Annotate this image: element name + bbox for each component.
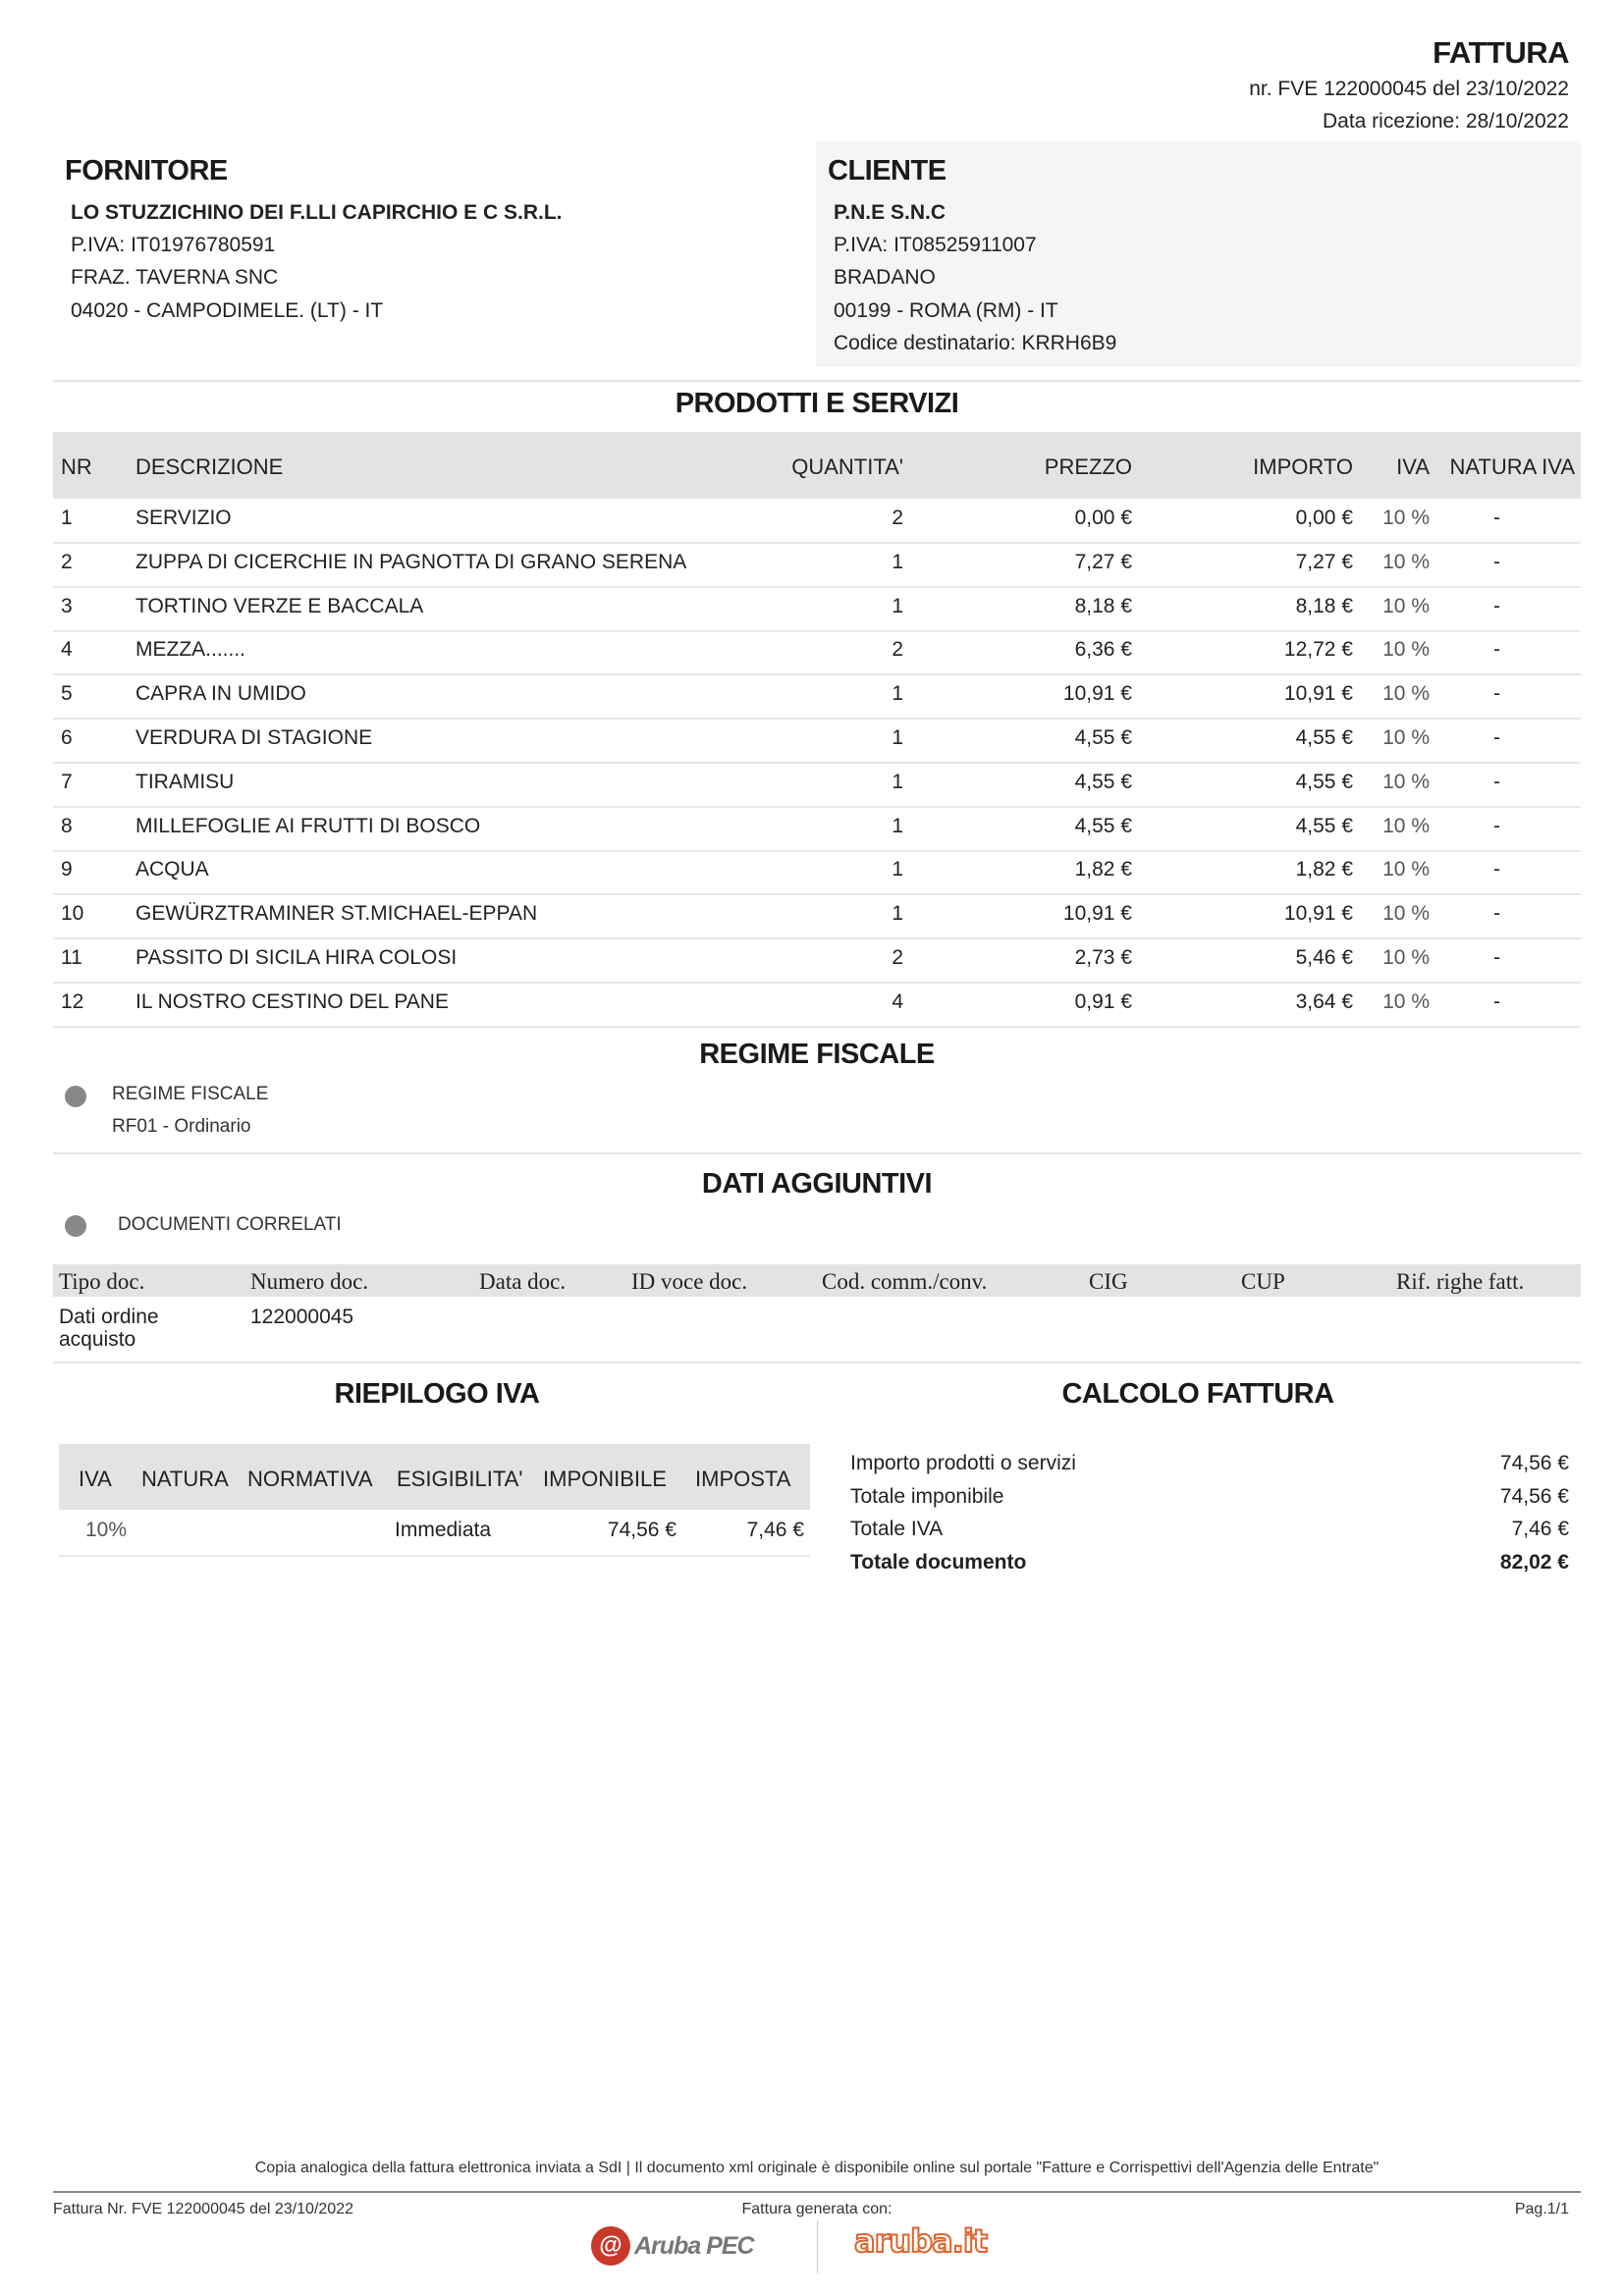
doc-numero: 122000045	[250, 1306, 354, 1328]
row-quantita: 2	[892, 946, 903, 969]
col-cup: CUP	[1241, 1269, 1285, 1294]
row-natura-iva: -	[1493, 902, 1500, 926]
row-quantita: 1	[892, 550, 903, 573]
row-iva: 10 %	[1382, 550, 1430, 573]
divider	[53, 380, 1581, 382]
fornitore-address: FRAZ. TAVERNA SNC	[71, 266, 279, 289]
row-descrizione: ACQUA	[135, 858, 209, 881]
cliente-city: 00199 - ROMA (RM) - IT	[834, 299, 1058, 322]
fornitore-piva: P.IVA: IT01976780591	[71, 234, 276, 256]
row-descrizione: ZUPPA DI CICERCHIE IN PAGNOTTA DI GRANO SERENA	[135, 550, 687, 573]
row-nr: 2	[61, 550, 73, 573]
regime-title: REGIME FISCALE	[699, 1039, 935, 1070]
calcolo-value: 7,46 €	[1511, 1518, 1569, 1541]
row-natura-iva: -	[1493, 594, 1500, 617]
doc-tipo: Dati ordine	[59, 1306, 159, 1328]
regime-value: RF01 - Ordinario	[112, 1116, 251, 1137]
products-table-header	[53, 432, 1581, 499]
footer-note: Copia analogica della fattura elettronica inviata a SdI | Il documento xml originale è disponibile online sul portale "Fatture e Corrispettivi dell'Agenzia delle Entrate"	[254, 2160, 1380, 2176]
aruba-it-logo: aruba.it	[854, 2222, 988, 2260]
row-quantita: 1	[892, 814, 903, 837]
row-descrizione: MEZZA.......	[135, 638, 246, 662]
riepilogo-iva: 10%	[85, 1519, 128, 1541]
row-nr: 8	[61, 814, 73, 837]
col-normativa: NORMATIVA	[247, 1467, 373, 1491]
riepilogo-esigibilita: Immediata	[395, 1519, 492, 1541]
aruba-pec-text: Aruba PEC	[634, 2232, 754, 2260]
row-importo: 4,55 €	[1295, 814, 1353, 837]
row-natura-iva: -	[1493, 726, 1500, 749]
row-natura-iva: -	[1493, 550, 1500, 573]
row-importo: 7,27 €	[1295, 550, 1353, 573]
col-nr: NR	[61, 454, 92, 479]
table-row	[53, 850, 1581, 895]
col-iva: IVA	[1396, 454, 1430, 479]
bullet-icon	[65, 1215, 86, 1237]
col-imponibile: IMPONIBILE	[543, 1467, 667, 1491]
calcolo-label: Totale documento	[850, 1551, 1027, 1575]
row-importo: 1,82 €	[1295, 858, 1353, 881]
row-natura-iva: -	[1493, 989, 1500, 1013]
calcolo-value: 82,02 €	[1499, 1551, 1569, 1575]
row-descrizione: SERVIZIO	[135, 507, 232, 529]
row-nr: 6	[61, 726, 73, 749]
row-prezzo: 1,82 €	[1074, 858, 1132, 881]
table-row	[53, 543, 1581, 588]
row-nr: 4	[61, 638, 73, 662]
doc-tipo-cont: acquisto	[59, 1328, 136, 1351]
col-quantita: QUANTITA'	[791, 454, 903, 479]
col-prezzo: PREZZO	[1044, 454, 1132, 479]
row-descrizione: IL NOSTRO CESTINO DEL PANE	[135, 989, 449, 1013]
col-id-voce: ID voce doc.	[631, 1269, 748, 1294]
fornitore-title: FORNITORE	[65, 155, 228, 187]
cliente-address: BRADANO	[834, 266, 936, 289]
row-natura-iva: -	[1493, 507, 1500, 529]
row-prezzo: 0,91 €	[1074, 989, 1132, 1013]
col-cig: CIG	[1089, 1269, 1128, 1294]
row-nr: 7	[61, 770, 73, 793]
row-natura-iva: -	[1493, 638, 1500, 662]
row-importo: 10,91 €	[1283, 902, 1353, 926]
col-natura: NATURA	[141, 1467, 229, 1491]
row-nr: 1	[61, 507, 73, 529]
table-row	[53, 630, 1581, 675]
calcolo-label: Totale IVA	[850, 1518, 944, 1541]
cliente-piva: P.IVA: IT08525911007	[834, 234, 1037, 256]
row-natura-iva: -	[1493, 858, 1500, 881]
row-importo: 3,64 €	[1295, 989, 1353, 1013]
row-quantita: 1	[892, 682, 903, 706]
riepilogo-imposta: 7,46 €	[746, 1519, 804, 1541]
row-quantita: 1	[892, 858, 903, 881]
row-prezzo: 4,55 €	[1074, 726, 1132, 749]
riepilogo-title: RIEPILOGO IVA	[334, 1378, 540, 1410]
dati-label: DOCUMENTI CORRELATI	[118, 1214, 342, 1235]
row-importo: 8,18 €	[1295, 594, 1353, 617]
calcolo-value: 74,56 €	[1499, 1484, 1569, 1508]
row-prezzo: 7,27 €	[1074, 550, 1132, 573]
table-row	[53, 938, 1581, 984]
row-iva: 10 %	[1382, 946, 1430, 969]
table-row	[53, 807, 1581, 852]
row-nr: 11	[61, 946, 82, 969]
row-nr: 10	[61, 902, 84, 926]
cliente-codice: Codice destinatario: KRRH6B9	[834, 332, 1117, 354]
col-iva: IVA	[79, 1467, 112, 1491]
bullet-icon	[65, 1086, 86, 1107]
row-quantita: 2	[892, 507, 903, 529]
row-iva: 10 %	[1382, 594, 1430, 617]
table-row	[53, 587, 1581, 632]
divider	[53, 1362, 1581, 1363]
row-importo: 4,55 €	[1295, 770, 1353, 793]
row-iva: 10 %	[1382, 770, 1430, 793]
row-descrizione: CAPRA IN UMIDO	[135, 682, 306, 706]
table-row	[53, 983, 1581, 1028]
row-natura-iva: -	[1493, 814, 1500, 837]
row-iva: 10 %	[1382, 989, 1430, 1013]
row-prezzo: 8,18 €	[1074, 594, 1132, 617]
row-nr: 5	[61, 682, 73, 706]
riepilogo-imponibile: 74,56 €	[607, 1519, 676, 1541]
row-natura-iva: -	[1493, 946, 1500, 969]
row-iva: 10 %	[1382, 814, 1430, 837]
col-rif-righe: Rif. righe fatt.	[1396, 1269, 1525, 1294]
table-row	[53, 763, 1581, 808]
cliente-name: P.N.E S.N.C	[834, 201, 946, 224]
col-importo: IMPORTO	[1253, 454, 1353, 479]
col-cod-comm: Cod. comm./conv.	[822, 1269, 988, 1294]
row-quantita: 1	[892, 770, 903, 793]
document-title: FATTURA	[1433, 35, 1569, 70]
row-natura-iva: -	[1493, 682, 1500, 706]
col-natura-iva: NATURA IVA	[1449, 454, 1575, 479]
row-descrizione: MILLEFOGLIE AI FRUTTI DI BOSCO	[135, 814, 481, 837]
row-natura-iva: -	[1493, 770, 1500, 793]
divider	[53, 1152, 1581, 1154]
cliente-section	[816, 141, 1581, 367]
calcolo-value: 74,56 €	[1499, 1452, 1569, 1474]
logo-separator	[817, 2220, 818, 2273]
row-prezzo: 10,91 €	[1062, 902, 1132, 926]
row-iva: 10 %	[1382, 507, 1430, 529]
table-row	[53, 719, 1581, 764]
riepilogo-table-header	[59, 1444, 810, 1510]
row-descrizione: TORTINO VERZE E BACCALA	[135, 594, 424, 617]
footer-divider	[53, 2191, 1581, 2193]
row-importo: 0,00 €	[1295, 507, 1353, 529]
row-iva: 10 %	[1382, 858, 1430, 881]
row-descrizione: VERDURA DI STAGIONE	[135, 726, 373, 749]
col-data-doc: Data doc.	[479, 1269, 567, 1294]
fornitore-city: 04020 - CAMPODIMELE. (LT) - IT	[71, 299, 384, 322]
col-descrizione: DESCRIZIONE	[135, 454, 284, 479]
regime-label: REGIME FISCALE	[112, 1084, 269, 1104]
table-row	[53, 499, 1581, 544]
invoice-number: nr. FVE 122000045 del 23/10/2022	[1249, 78, 1569, 100]
row-quantita: 2	[892, 638, 903, 662]
row-nr: 9	[61, 858, 73, 881]
row-nr: 3	[61, 594, 73, 617]
documents-table-header	[53, 1264, 1581, 1297]
row-quantita: 1	[892, 902, 903, 926]
col-imposta: IMPOSTA	[695, 1467, 791, 1491]
footer-invoice: Fattura Nr. FVE 122000045 del 23/10/2022	[53, 2201, 353, 2217]
table-row	[53, 894, 1581, 939]
col-tipo-doc: Tipo doc.	[59, 1269, 145, 1294]
row-iva: 10 %	[1382, 902, 1430, 926]
riepilogo-row	[59, 1512, 810, 1557]
row-iva: 10 %	[1382, 682, 1430, 706]
row-descrizione: GEWÜRZTRAMINER ST.MICHAEL-EPPAN	[135, 902, 538, 926]
row-prezzo: 4,55 €	[1074, 814, 1132, 837]
col-numero-doc: Numero doc.	[250, 1269, 369, 1294]
row-prezzo: 6,36 €	[1074, 638, 1132, 662]
dati-title: DATI AGGIUNTIVI	[701, 1168, 933, 1200]
table-row	[53, 674, 1581, 720]
row-importo: 4,55 €	[1295, 726, 1353, 749]
row-importo: 12,72 €	[1283, 638, 1353, 662]
calcolo-label: Importo prodotti o servizi	[850, 1452, 1076, 1474]
row-iva: 10 %	[1382, 638, 1430, 662]
col-esigibilita: ESIGIBILITA'	[397, 1467, 523, 1491]
row-prezzo: 2,73 €	[1074, 946, 1132, 969]
row-quantita: 4	[892, 989, 903, 1013]
products-title: PRODOTTI E SERVIZI	[675, 388, 959, 419]
fornitore-name: LO STUZZICHINO DEI F.LLI CAPIRCHIO E C S.R.L.	[71, 201, 563, 224]
calcolo-label: Totale imponibile	[850, 1484, 1004, 1508]
row-quantita: 1	[892, 726, 903, 749]
footer-page: Pag.1/1	[1514, 2201, 1569, 2217]
row-descrizione: PASSITO DI SICILA HIRA COLOSI	[135, 946, 458, 969]
row-descrizione: TIRAMISU	[135, 770, 235, 793]
row-prezzo: 10,91 €	[1062, 682, 1132, 706]
cliente-title: CLIENTE	[828, 155, 947, 187]
row-quantita: 1	[892, 594, 903, 617]
received-date: Data ricezione: 28/10/2022	[1322, 110, 1569, 133]
row-nr: 12	[61, 989, 84, 1013]
aruba-at-icon: @	[591, 2226, 630, 2266]
row-prezzo: 0,00 €	[1074, 507, 1132, 529]
row-importo: 10,91 €	[1283, 682, 1353, 706]
row-prezzo: 4,55 €	[1074, 770, 1132, 793]
footer-generated: Fattura generata con:	[741, 2201, 893, 2217]
row-iva: 10 %	[1382, 726, 1430, 749]
row-importo: 5,46 €	[1295, 946, 1353, 969]
calcolo-title: CALCOLO FATTURA	[1061, 1378, 1334, 1410]
